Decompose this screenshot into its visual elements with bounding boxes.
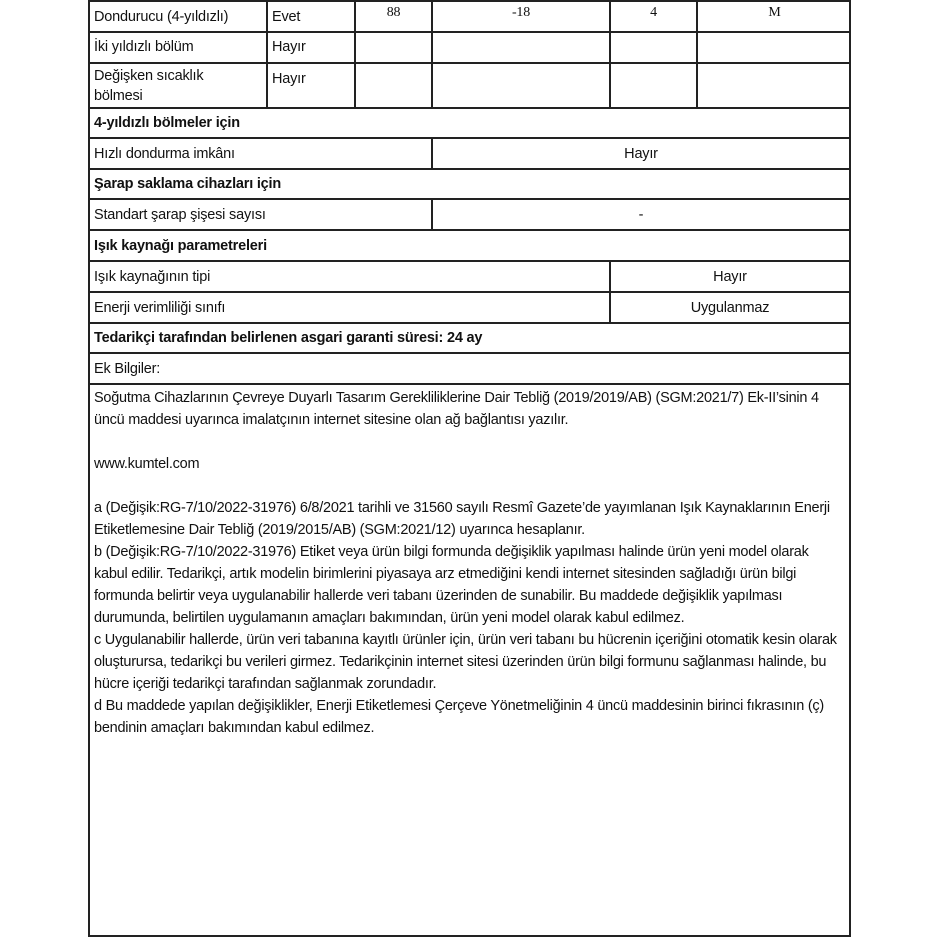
compartment-value-5: [609, 64, 696, 107]
compartment-value-6: [696, 64, 851, 107]
compartment-name: Değişken sıcaklık bölmesi: [94, 68, 204, 104]
additional-info-label: Ek Bilgiler:: [94, 361, 161, 377]
compartment-value-4: [431, 33, 609, 62]
table-row: [90, 31, 849, 62]
warranty-text: Tedarikçi tarafından belirlenen asgari garanti süresi: 24 ay: [94, 330, 483, 346]
section-heading-row: [90, 229, 849, 260]
four-star-heading: 4-yıldızlı bölmeler için: [94, 115, 240, 131]
compartment-value-3: 88: [354, 2, 431, 31]
fast-freeze-value: Hayır: [431, 139, 849, 168]
warranty-row: [90, 322, 849, 352]
compartment-name: İki yıldızlı bölüm: [94, 39, 194, 55]
light-type-label: Işık kaynağının tipi: [94, 269, 211, 285]
compartment-value-3: [354, 33, 431, 62]
table-row: [90, 260, 849, 291]
additional-info-row: [90, 352, 849, 383]
compartment-value-6: [696, 33, 851, 62]
compartment-present: Hayır: [266, 64, 354, 107]
table-row: [90, 62, 849, 107]
compartment-value-5: [609, 33, 696, 62]
energy-class-label: Enerji verimliliği sınıfı: [94, 300, 226, 316]
fast-freeze-label: Hızlı dondurma imkânı: [94, 146, 235, 162]
compartment-value-5: 4: [609, 2, 696, 31]
compartment-value-3: [354, 64, 431, 107]
compartment-name: Dondurucu (4-yıldızlı): [94, 9, 229, 25]
wine-heading: Şarap saklama cihazları için: [94, 176, 282, 192]
compartment-value-6: M: [696, 2, 851, 31]
wine-bottles-label: Standart şarap şişesi sayısı: [94, 207, 266, 223]
light-type-value: Hayır: [609, 262, 849, 291]
table-row: [90, 198, 849, 229]
compartment-value-4: [431, 64, 609, 107]
footnote-d: d Bu maddede yapılan değişiklikler, Enerji Etiketlemesi Çerçeve Yönetmeliğinin 4 üncü maddesinin birinci fıkrasının (ç) bendinin amaçları bakımından kabul edilmez.: [94, 698, 824, 736]
light-source-heading: Işık kaynağı parametreleri: [94, 238, 267, 254]
section-heading-row: [90, 168, 849, 198]
note-intro: Soğutma Cihazlarının Çevreye Duyarlı Tasarım Gerekliliklerine Dair Tebliğ (2019/2019/AB) (SGM:2021/7) Ek-II’sinin 4 üncü maddesi uyarınca imalatçının internet sitesine olan ağ bağlantısı yazılır.: [94, 390, 819, 428]
table-row: [90, 0, 849, 31]
manufacturer-website-link[interactable]: www.kumtel.com: [94, 456, 200, 472]
product-info-sheet: [88, 0, 851, 937]
footnote-b: b (Değişik:RG-7/10/2022-31976) Etiket veya ürün bilgi formunda değişiklik yapılması halinde ürün yeni model olarak kabul edilir. Tedarikçi, artık modelin birimlerini piyasaya arz etmediğini kendi internet sitesinden sağladığı ürün bilgi formunda belirtir veya uygulanabilir hallerde veri tabanı üzerinden de sunabilir. Bu maddede değişiklik yapılması durumunda, belirtilen uygulamanın amaçları bakımından, ürün yeni model olarak kabul edilmez.: [94, 544, 809, 626]
wine-bottles-value: -: [431, 200, 849, 229]
energy-class-value: Uygulanmaz: [609, 293, 849, 322]
footnote-c: c Uygulanabilir hallerde, ürün veri tabanına kayıtlı ürünler için, ürün veri tabanı bu hücrenin içeriğini otomatik kesin olarak oluşturursa, tedarikçi bu verileri girmez. Tedarikçinin internet sitesi üzerinden ürün bilgi formunu sağlanması halinde, bu hücre içeriği tedarikçi tarafından sağlanmak zorundadır.: [94, 632, 837, 692]
compartment-value-4: -18: [431, 2, 609, 31]
compartment-present: Evet: [266, 2, 354, 31]
compartment-present: Hayır: [266, 33, 354, 62]
table-row: [90, 137, 849, 168]
table-row: [90, 291, 849, 322]
footnote-a: a (Değişik:RG-7/10/2022-31976) 6/8/2021 tarihli ve 31560 sayılı Resmî Gazete’de yayımlanan Işık Kaynaklarının Enerji Etiketlemesine Dair Tebliğ (2019/2015/AB) (SGM:2021/12) uyarınca hesaplanır.: [94, 500, 830, 538]
notes-block: [90, 383, 849, 935]
section-heading-row: [90, 107, 849, 137]
